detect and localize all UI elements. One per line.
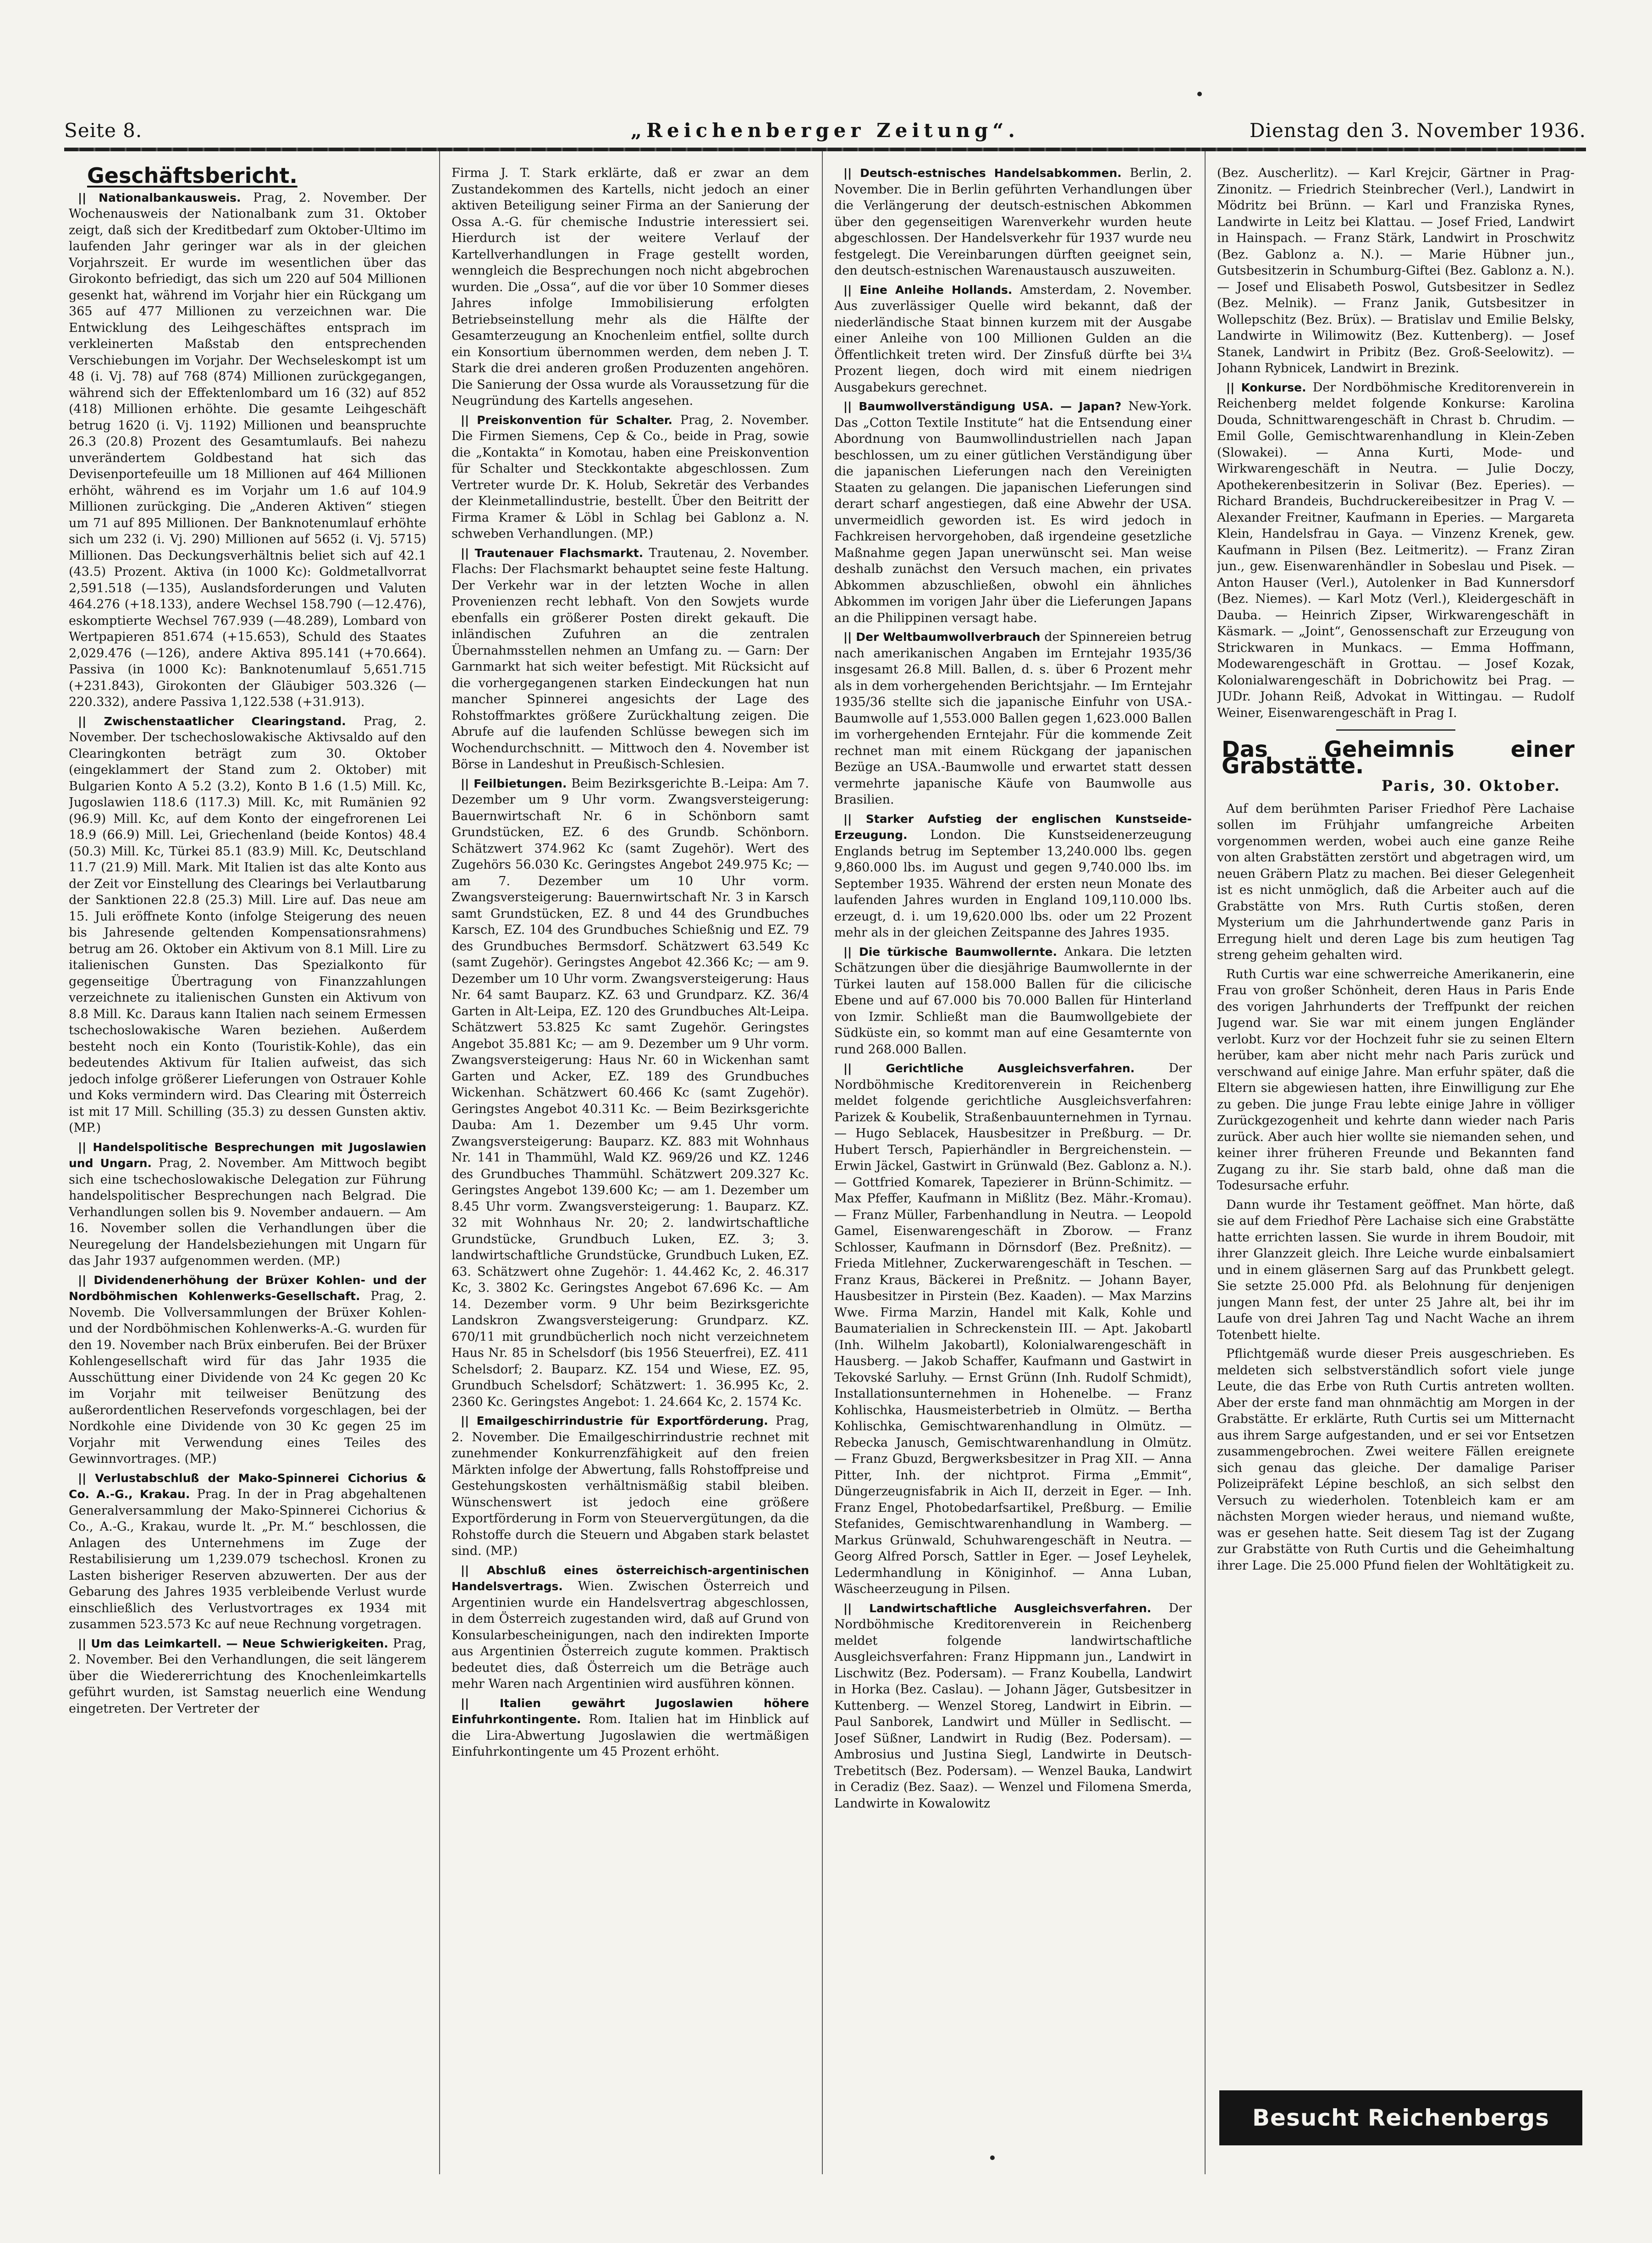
header-rule (64, 148, 1586, 151)
column-3 (834, 165, 1192, 2174)
article: || Zwischenstaatlicher Clearingstand. Prag, 2. November. Der tschechoslowakische Aktivsaldo auf den Clearingkonten beträgt zum 30. Oktober (eingeklammert der Stand zum 2. Oktober) mit Bulgarien Konto A 5.2 (3.2), Konto B 1.6 (1.5) Mill. Kc, Jugoslawien 118.6 (117.3) Mill. Kc, mit Rumänien 92 (96.9) Mill. Kc, auf dem Konto der eingefrorenen Lei 18.9 (66.9) Mill. Lei, Griechenland (beide Kontos) 48.4 (50.3) Mill. Kc, Türkei 85.1 (83.9) Mill. Kc, Deutschland 11.7 (21.9) Mill. Mark. Mit Italien ist das alte Konto aus der Zeit vor Einstellung des Clearings bei Verlautbarung der Sanktionen 22.8 (25.3) Mill. Lire auf. Das neue am 15. Juli eröffnete Konto (infolge Steigerung des neuen bis Jahresende geltenden Kompensationsrahmens) betrug am 26. Oktober ein Aktivum von 8.1 Mill. Lire zu italienischen Gunsten. Das Spezialkonto für gegenseitige Übertragung von Finanzzahlungen verzeichnete zu italienischen Gunsten ein Aktivum von 8.8 Mill. Kc. Daraus kann Italien nach seinem Ermessen tschechoslowakische Waren beziehen. Außerdem besteht noch ein Konto (Touristik-Kohle), das ein bedeutendes Aktivum für Italien aufweist, das sich jedoch infolge größerer Lieferungen von Ostrauer Kohle und Koks vermindern wird. Das Clearing mit Österreich ist mit 17 Mill. Schilling (35.3) zu dessen Gunsten aktiv. (MP.) (69, 714, 426, 1135)
article: || Handelspolitische Besprechungen mit Jugoslawien und Ungarn. Prag, 2. November. Am Mittwoch begibt sich eine tschechoslowakische Delegation zur Führung handelspolitischer Besprechungen nach Belgrad. Die Verhandlungen sollen bis 9. November andauern. — Am 16. November sollen die Verhandlungen über die Neuregelung der Handelsbeziehungen mit Ungarn für das Jahr 1937 aufgenommen werden. (MP.) (69, 1140, 426, 1268)
article: || Emailgeschirrindustrie für Exportförderung. Prag, 2. November. Die Emailgeschirrindustrie rechnet mit zunehmender Konkurrenzfähigkeit auf den freien Märkten infolge der Abwertung, falls Rohstoffpreise und Gestehungskosten verhältnismäßig stabil bleiben. Wünschenswert ist jedoch eine größere Exportförderung in Form von Steuervergütungen, da die Rohstoffe durch die Steuern und Abgaben stark belastet sind. (MP.) (452, 1414, 809, 1558)
article: || Feilbietungen. Beim Bezirksgerichte B.-Leipa: Am 7. Dezember um 9 Uhr vorm. Zwangsversteigerung: Bauernwirtschaft Nr. 6 in Schönborn samt Grundstücken, EZ. 6 des Grundb. Schönborn. Schätzwert 374.962 Kc (samt Zugehör). Wert des Zugehörs 56.030 Kc. Geringstes Angebot 249.975 Kc; — am 7. Dezember um 10 Uhr vorm. Zwangsversteigerung: Bauernwirtschaft Nr. 3 in Karsch samt Grundstücken, EZ. 8 und 44 des Grundbuches Karsch, EZ. 104 des Grundbuches Schießnig und EZ. 79 des Grundbuches Bermsdorf. Schätzwert 63.549 Kc (samt Zugehör). Geringstes Angebot 42.366 Kc; — am 9. Dezember um 10 Uhr vorm. Zwangsversteigerung: Haus Nr. 64 samt Bauparz. KZ. 63 und Grundparz. KZ. 36/4 Garten in Alt-Leipa, EZ. 120 des Grundbuches Alt-Leipa. Schätzwert 53.825 Kc samt Zugehör. Geringstes Angebot 35.881 Kc; — am 9. Dezember um 9 Uhr vorm. Zwangsversteigerung: Haus Nr. 60 in Wickenhan samt Garten und Acker, EZ. 189 des Grundbuches Wickenhan. Schätzwert 60.466 Kc (samt Zugehör). Geringstes Angebot 40.311 Kc. — Beim Bezirksgerichte Dauba: Am 1. Dezember um 9.45 Uhr vorm. Zwangsversteigerung: Bauparz. KZ. 883 mit Wohnhaus Nr. 141 in Thammühl, Wald KZ. 969/26 und KZ. 1246 des Grundbuches Thammühl. Schätzwert 209.327 Kc. Geringstes Angebot 139.600 Kc; — am 1. Dezember um 8.45 Uhr vorm. Zwangsversteigerung: 1. Bauparz. KZ. 32 mit Wohnhaus Nr. 20; 2. landwirtschaftliche Grundstücke, Grundbuch Luken, EZ. 3; 3. landwirtschaftliche Grundstücke, Grundbuch Luken, EZ. 63. Schätzwert ohne Zugehör: 1. 44.462 Kc, 2. 46.317 Kc, 3. 3802 Kc. Geringstes Angebot 67.696 Kc. — Am 14. Dezember vorm. 9 Uhr beim Bezirksgerichte Landskron Zwangsversteigerung: Grundparz. KZ. 670/11 mit grundbücherlich noch nicht verzeichnetem Haus Nr. 85 in Schelsdorf (bis 1956 Steuerfrei), EZ. 411 Schelsdorf; 2. Bauparz. KZ. 154 und Wiese, EZ. 95, Grundbuch Schelsdorf; Schätzwert: 1. 36.995 Kc, 2. 2360 Kc. Geringstes Angebot: 1. 24.664 Kc, 2. 1574 Kc. (452, 776, 809, 1409)
issue-date: Dienstag den 3. November 1936. (1249, 119, 1586, 142)
article: || Nationalbankausweis. Prag, 2. November. Der Wochenausweis der Nationalbank zum 31. Oktober zeigt, daß sich der Kreditbedarf zum Oktober-Ultimo im laufenden Jahr geringer war als in der gleichen Vorjahrszeit. Er wurde im wesentlichen über das Girokonto befriedigt, das sich um 220 auf 504 Millionen gesenkt hat, während im Vorjahr hier ein Rückgang um 365 auf 477 Millionen zu verzeichnen war. Die Entwicklung des Leihgeschäftes entsprach im verkleinerten Maßstab den entsprechenden Verschiebungen im Vorjahr. Der Wechseleskompt ist um 48 (i. Vj. 78) auf 768 (874) Millionen zurückgegangen, während sich der Effektenlombard um 16 (32) auf 852 (418) Millionen erhöhte. Die gesamte Leihgeschäft betrug 1620 (i. Vj. 1192) Millionen und beanspruchte 26.3 (20.8) Prozent des Gesamtumlaufs. Bei nahezu unverändertem Goldbestand hat sich das Devisenportefeuille um 18 Millionen auf 464 Millionen erhöht, während es im Vorjahr um 1.6 auf 104.9 Millionen zurückging. Die „Anderen Aktiven“ stiegen um 71 auf 895 Millionen. Der Banknotenumlauf erhöhte sich um 232 (i. Vj. 290) Millionen auf 5652 (i. Vj. 5715) Millionen. Das Deckungsverhältnis beliet sich auf 42.1 (43.5) Prozent. Aktiva (in 1000 Kc): Goldmetallvorrat 2,591.518 (—135), Auslandsforderungen und Valuten 464.276 (+18.133), andere Wechsel 158.790 (—12.476), eskomptierte Wechsel 767.939 (—48.289), Lombard von Wertpapieren 851.674 (+15.653), Schuld des Staates 2,029.476 (—126), andere Aktiva 895.141 (+70.664). Passiva (in 1000 Kc): Banknotenumlauf 5,651.715 (+231.843), Girokonten der Gläubiger 503.326 (—220.332), andere Passiva 1,122.538 (+31.913). (69, 190, 426, 709)
column-4 (1217, 165, 1575, 2078)
article: || Starker Aufstieg der englischen Kunstseide-Erzeugung. London. Die Kunstseidenerzeugung Englands betrug im September 13,240.000 lbs. gegen 9,860.000 lbs. im August und gegen 9,740.000 lbs. im September 1935. Während der ersten neun Monate des laufenden Jahres wurden in England 109,110.000 lbs. erzeugt, d. i. um 19,620.000 lbs. oder um 22 Prozent mehr als in der gleichen Zeitspanne des Jahres 1935. (834, 812, 1192, 940)
feature-dateline: Paris, 30. Oktober. (1381, 777, 1561, 794)
feature-paragraph: Ruth Curtis war eine schwerreiche Amerikanerin, eine Frau von großer Schönheit, deren Haus in Paris Ende des vorigen Jahrhunderts der Treffpunkt der reichen Jugend war. Sie war mit einem jungen Engländer verlobt. Kurz vor der Hochzeit fuhr sie zu seinen Eltern herüber, kam aber nicht mehr nach Paris zurück und verschwand auf einige Jahre. Man erfuhr später, daß die Eltern sie abgewiesen hatten, ihre Einwilligung zur Ehe zu geben. Die junge Frau lebte einige Jahre in völliger Zurückgezogenheit und kehrte dann wieder nach Paris zurück. Aber auch hier wollte sie niemanden sehen, und keiner ihrer früheren Freunde und Bekannten fand Zugang zu ihr. Sie starb bald, ohne daß man die Todesursache erfuhr. (1217, 967, 1575, 1193)
article: || Preiskonvention für Schalter. Prag, 2. November. Die Firmen Siemens, Cep & Co., beide in Prag, sowie die „Kontakta“ in Komotau, haben eine Preiskonvention für Schalter und Steckkontakte abgeschlossen. Zum Vertreter wurde Dr. K. Holub, Sekretär des Verbandes der Kleinmetallindustrie, bestellt. Über den Beitritt der Firma Kramer & Löbl in Schlag bei Gablonz a. N. schweben Verhandlungen. (MP.) (452, 413, 809, 541)
feature-paragraph: Auf dem berühmten Pariser Friedhof Père Lachaise sollen im Frühjahr umfangreiche Arbeiten vorgenommen werden, wobei auch eine ganze Reihe von alten Grabstätten zerstört und abgetragen wird, um neuen Gräbern Platz zu machen. Bei dieser Gelegenheit ist es nicht unmöglich, daß die Arbeiter auch auf die Grabstätte von Mrs. Ruth Curtis stoßen, deren Mysterium um die Jahrhundertwende ganz Paris in Erregung hielt und deren Lage bis zum heutigen Tag streng geheim gehalten wird. (1217, 801, 1575, 962)
column-divider (1205, 151, 1206, 2174)
advertisement: Besucht Reichenbergs Tiergarten! (1219, 2090, 1582, 2145)
article: || Um das Leimkartell. — Neue Schwierigkeiten. Prag, 2. November. Bei den Verhandlungen, die seit längerem über die Wiedererrichtung des Knochenleimkartells geführt wurden, ist Samstag neuerlich eine Wendung eingetreten. Der Vertreter der (69, 1636, 426, 1716)
separator (1336, 729, 1455, 731)
feature-paragraph: Dann wurde ihr Testament geöffnet. Man hörte, daß sie auf dem Friedhof Père Lachaise sich eine Grabstätte hatte errichten lassen. Sie wurde in ihrem Boudoir, mit ihrer Glanzzeit gleich. Ihre Leiche wurde einbalsamiert und in einem gläsernen Sarg auf das Prunkbett gelegt. Sie setzte 25.000 Pfd. als Belohnung für denjenigen jungen Mann fest, der unter 25 Jahre alt, bei ihr im Laufe von drei Jahren Tag und Nacht Wache an ihrem Totenbett hielte. (1217, 1197, 1575, 1342)
article: || Eine Anleihe Hollands. Amsterdam, 2. November. Aus zuverlässiger Quelle wird bekannt, daß der niederländische Staat binnen kurzem mit der Ausgabe einer Anleihe von 100 Millionen Gulden an die Öffentlichkeit treten wird. Der Zinsfuß dürfte bei 3¼ Prozent liegen, doch wird mit einem niedrigen Ausgabekurs gerechnet. (834, 282, 1192, 395)
column-2 (452, 165, 809, 2174)
feature-title: Das Geheimnis einer Grabstätte. (1222, 737, 1575, 779)
column-1 (69, 165, 426, 2174)
article: || Baumwollverständigung USA. — Japan? New-York. Das „Cotton Textile Institute“ hat die Entsendung einer Abordnung von Baumwollindustriellen nach Japan beschlossen, um zu einer gütlichen Verständigung über die japanischen Lieferungen nach den Vereinigten Staaten zu gelangen. Die japanischen Lieferungen sind derart scharf angestiegen, daß eine Abwehr der USA. unvermeidlich geworden ist. Es wird jedoch in Fachkreisen hervorgehoben, daß irgendeine gesetzliche Maßnahme gegen Japan unerwünscht sei. Man weise deshalb zunächst den Versuch machen, ein privates Abkommen abzuschließen, obwohl ein ähnliches Abkommen im vorigen Jahr über die Lieferungen Japans an die Philippinen versagt habe. (834, 399, 1192, 625)
column-divider (822, 151, 823, 2174)
article: || Deutsch-estnisches Handelsabkommen. Berlin, 2. November. Die in Berlin geführten Verhandlungen über die Verlängerung der deutsch-estnischen Abkommen über den gegenseitigen Warenverkehr wurden heute abgeschlossen. Der Handelsverkehr für 1937 wurde neu festgelegt. Die Vereinbarungen dürften geeignet sein, den deutsch-estnischen Warenaustausch auszuweiten. (834, 166, 1192, 278)
article: || Der Weltbaumwollverbrauch der Spinnereien betrug nach amerikanischen Angaben im Erntejahr 1935/36 insgesamt 26.8 Mill. Ballen, d. s. über 6 Prozent mehr als in dem vorhergehenden Berichtsjahr. — Im Erntejahr 1935/36 stellte sich die japanische Einfuhr von USA.-Baumwolle auf 1,553.000 Ballen gegen 1,623.000 Ballen im vorhergehenden Erntejahr. Für die kommende Zeit rechnet man mit einem Rückgang der japanischen Bezüge an USA.-Baumwolle und erwartet statt dessen vermehrte japanische Käufe von Baumwolle aus Brasilien. (834, 630, 1192, 807)
page-header (64, 115, 1586, 147)
article: || Gerichtliche Ausgleichsverfahren. Der Nordböhmische Kreditorenverein in Reichenberg meldet folgende gerichtliche Ausgleichsverfahren: Parizek & Koubelik, Straßenbauunternehmen in Tyrnau. — Hugo Seblacek, Hausbesitzer in Preßburg. — Dr. Hubert Tersch, Papierhändler in Bergreichenstein. — Erwin Jäckel, Gastwirt in Grünwald (Bez. Gablonz a. N.). — Gottfried Komarek, Tapezierer in Brünn-Schimitz. — Max Pfeffer, Kaufmann in Mißlitz (Bez. Mähr.-Kromau). — Franz Müller, Farbenhandlung in Neutra. — Leopold Gamel, Eisenwarengeschäft in Zborow. — Franz Schlosser, Kaufmann in Dörnsdorf (Bez. Preßnitz). — Frieda Mitlehner, Zuckerwarengeschäft in Teschen. — Franz Kraus, Bäckerei in Preßnitz. — Johann Bayer, Hausbesitzer in Pirstein (Bez. Kaaden). — Max Marzins Wwe. Firma Marzin, Handel mit Kalk, Kohle und Baumaterialien in Schreckenstein III. — Apt. Jakobartl (Inh. Wilhelm Jakobartl), Kolonialwarengeschäft in Hausberg. — Jakob Schaffer, Kaufmann und Gastwirt in Tekovské Sarluhy. — Ernst Grünn (Inh. Rudolf Schmidt), Installationsunternehmen in Hohenelbe. — Franz Kohlischka, Hausmeisterbetrieb in Olmütz. — Bertha Kohlischka, Gemischtwarenhandlung in Olmütz. — Rebecka Janusch, Gemischtwarenhandlung in Olmütz. — Franz Gbuzd, Bergwerksbesitzer in Prag XII. — Anna Pitter, Inh. der nichtprot. Firma „Emmit“, Düngerzeugnisfabrik in Aich II, derzeit in Eger. — Inh. Franz Engel, Photobedarfsartikel, Preßburg. — Emilie Stefanides, Gemischtwarenhandlung in Wamberg. — Markus Grünwald, Schuhwarengeschäft in Neutra. — Georg Alfred Porsch, Sattler in Eger. — Josef Leyhelek, Ledermhandlung in Königinhof. — Anna Luban, Wäscheerzeugung in Pilsen. (834, 1061, 1192, 1596)
article: || Konkurse. Der Nordböhmische Kreditorenverein in Reichenberg meldet folgende Konkurse: Karolina Douda, Schnittwarengeschäft in Chrast b. Chrudim. — Emil Golle, Gemischtwarenhandlung in Klein-Zeben (Slowakei). — Anna Kurti, Mode- und Wirkwarengeschäft in Neutra. — Julie Doczy, Apothekerenbesitzerin in Solivar (Bez. Eperies). — Richard Brandeis, Buchdruckereibesitzer in Prag V. — Alexander Freitner, Kaufmann in Eperies. — Margareta Klein, Handelsfrau in Gaya. — Vinzenz Krenek, gew. Kaufmann in Pilsen (Bez. Leitmeritz). — Franz Ziran jun., gew. Eisenwarenhändler in Sobeslau und Pisek. — Anton Hauser (Verl.), Autolenker in Bad Kunnersdorf (Bez. Niemes). — Karl Motz (Verl.), Kleidergeschäft in Dauba. — Heinrich Zipser, Wirkwarengeschäft in Käsmark. — „Joint“, Genossenschaft zur Erzeugung von Strickwaren in Munkacs. — Emma Hoffmann, Modewarengeschäft in Grottau. — Josef Kozak, Kolonialwarengeschäft in Dobrichowitz bei Prag. — JUDr. Johann Reiß, Advokat in Wittingau. — Rudolf Weiner, Eisenwarengeschäft in Prag I. (1217, 380, 1575, 720)
article: (Bez. Auscherlitz). — Karl Krejcir, Gärtner in Prag-Zinonitz. — Friedrich Steinbrecher (Verl.), Landwirt in Mödritz bei Brünn. — Karl und Franziska Rynes, Landwirte in Leitz bei Klattau. — Josef Fried, Landwirt in Hainspach. — Franz Stärk, Landwirt in Proschwitz (Bez. Gablonz a. N.). — Marie Hübner jun., Gutsbesitzerin in Schumburg-Giftei (Bez. Gablonz a. N.). — Josef und Elisabeth Poswol, Gutsbesitzer in Sedlez (Bez. Melnik). — Franz Janik, Gutsbesitzer in Wollepschitz (Bez. Brüx). — Bratislav und Emilie Belsky, Landwirte in Wilimowitz (Bez. Kuttenberg). — Josef Stanek, Landwirt in Pribitz (Bez. Groß-Seelowitz). — Johann Rybnicek, Landwirt in Brezink. (1217, 166, 1575, 375)
scan-dot (1197, 92, 1202, 96)
page-number: Seite 8. (64, 119, 143, 142)
article: || Verlustabschluß der Mako-Spinnerei Cichorius & Co. A.-G., Krakau. Prag. In der in Prag abgehaltenen Generalversammlung der Mako-Spinnerei Cichorius & Co., A.-G., Krakau, wurde lt. „Pr. M.“ beschlossen, die Anlagen des Unternehmens im Zuge der Restabilisierung um 1,239.079 tschechosl. Kronen zu Lasten bisheriger Reserven abzuwerten. Der aus der Gebarung des Jahres 1935 verbleibende Verlust wurde einschließlich des Verlustvortrages ex 1934 mit zusammen 523.573 Kc auf neue Rechnung vorgetragen. (69, 1471, 426, 1631)
article: || Abschluß eines österreichisch-argentinischen Handelsvertrags. Wien. Zwischen Österreich und Argentinien wurde ein Handelsvertrag abgeschlossen, in dem Österreich zugestanden wird, daß auf Grund von Konsularbescheinigungen, nach den indirekten Importe aus Argentinien Österreich zugute kommen. Praktisch bedeutet dies, daß Österreich um die Beträge auch mehr Waren nach Argentinien wird ausführen können. (452, 1563, 809, 1691)
article: || Trautenauer Flachsmarkt. Trautenau, 2. November. Flachs: Der Flachsmarkt behauptet seine feste Haltung. Der Verkehr war in der letzten Woche in allen Provenienzen recht lebhaft. Von den Sowjets wurde ebenfalls ein größerer Posten direkt gekauft. Die inländischen Zufuhren an die zentralen Übernahmsstellen nehmen an Umfang zu. — Garn: Der Garnmarkt hat sich weiter befestigt. Mit Rücksicht auf die vorhergegangenen starken Eindeckungen hat nun mancher Spinnerei angesichts der Lage des Rohstoffmarktes größere Zurückhaltung zeigen. Die Abrufe auf die laufenden Schlüsse bewegen sich im Wochendurchschnitt. — Mittwoch den 4. November ist Börse in Landeshut in Preußisch-Schlesien. (452, 546, 809, 772)
article: || Italien gewährt Jugoslawien höhere Einfuhrkontingente. Rom. Italien hat im Hinblick auf die Lira-Abwertung Jugoslawien die wertmäßigen Einfuhrkontingente um 45 Prozent erhöht. (452, 1696, 809, 1759)
column-divider (439, 151, 440, 2174)
article: || Landwirtschaftliche Ausgleichsverfahren. Der Nordböhmische Kreditorenverein in Reichenberg meldet folgende landwirtschaftliche Ausgleichsverfahren: Franz Hippmann jun., Landwirt in Lischwitz (Bez. Podersam). — Franz Koubella, Landwirt in Horka (Bez. Caslau). — Johann Jäger, Gutsbesitzer in Kuttenberg. — Wenzel Storeg, Landwirt in Eibrin. — Paul Sanborek, Landwirt und Müller in Sedlischt. — Josef Süßner, Landwirt in Rudig (Bez. Podersam). — Ambrosius und Justina Siegl, Landwirte in Deutsch-Trebetitsch (Bez. Podersam). — Wenzel Bauka, Landwirt in Ceradiz (Bez. Saaz). — Wenzel und Filomena Smerda, Landwirte in Kowalowitz (834, 1601, 1192, 1811)
article: || Die türkische Baumwollernte. Ankara. Die letzten Schätzungen über die diesjährige Baumwollernte in der Türkei lauten auf 158.000 Ballen für die cilicische Ebene und auf 67.000 bis 70.000 Ballen für Hinterland von Izmir. Schließt man die Baumwollgebiete der Südküste ein, so kommt man auf eine Gesamternte von rund 268.000 Ballen. (834, 944, 1192, 1057)
article: || Dividendenerhöhung der Brüxer Kohlen- und der Nordböhmischen Kohlenwerks-Gesellschaft. Prag, 2. Novemb. Die Vollversammlungen der Brüxer Kohlen- und der Nordböhmischen Kohlenwerks-A.-G. wurden für den 19. November nach Brüx einberufen. Bei der Brüxer Kohlengesellschaft wird für das Jahr 1935 die Ausschüttung einer Dividende von 24 Kc gegen 20 Kc im Vorjahr mit teilweiser Benützung des außerordentlichen Reservefonds vorgeschlagen, bei der Nordkohle eine Dividende von 30 Kc gegen 25 im Vorjahr mit Verwendung eines Teiles des Gewinnvortrages. (MP.) (69, 1273, 426, 1466)
newspaper-title: „Reichenberger Zeitung“. (630, 119, 1020, 142)
feature-paragraph: Pflichtgemäß wurde dieser Preis ausgeschrieben. Es meldeten sich selbstverständlich sofort viele junge Leute, die das Erbe von Ruth Curtis antreten wollten. Aber der erste fand man ohnmächtig am Morgen in der Grabstätte. Er erklärte, Ruth Curtis sei um Mitternacht aus ihrem Sarge aufgestanden, und er sei vor Entsetzen zusammengebrochen. Zwei weitere Fällen ereignete sich genau das gleiche. Der damalige Pariser Polizeipräfekt Lépine beschloß, an sich selbst den Versuch zu wiederholen. Totenbleich kam er am nächsten Morgen wieder heraus, und niemand wußte, was er gesehen hatte. Seit diesem Tag ist der Zugang zur Grabstätte von Ruth Curtis und die Geheimhaltung ihrer Lage. Die 25.000 Pfund fielen der Wohltätigkeit zu. (1217, 1347, 1575, 1573)
section-heading: Geschäftsbericht. (87, 165, 297, 188)
article: Firma J. T. Stark erklärte, daß er zwar an dem Zustandekommen des Kartells, nicht jedoch an einer aktiven Beteiligung seiner Firma an der Sanierung der Ossa A.-G. für chemische Industrie interessiert sei. Hierdurch ist der weitere Verlauf der Kartellverhandlungen in Frage gestellt worden, wenngleich die Besprechungen noch nicht abgebrochen wurden. Die „Ossa“, auf die vor über 10 Sommer dieses Jahres infolge Immobilisierung erfolgten Betriebseinstellung mehr als die Hälfte der Gesamterzeugung an Knochenleim entfiel, sollte durch ein Konsortium übernommen werden, dem neben J. T. Stark die drei anderen großen Produzenten angehören. Die Sanierung der Ossa wurde als Voraussetzung für die Neugründung des Kartells angesehen. (452, 166, 809, 408)
